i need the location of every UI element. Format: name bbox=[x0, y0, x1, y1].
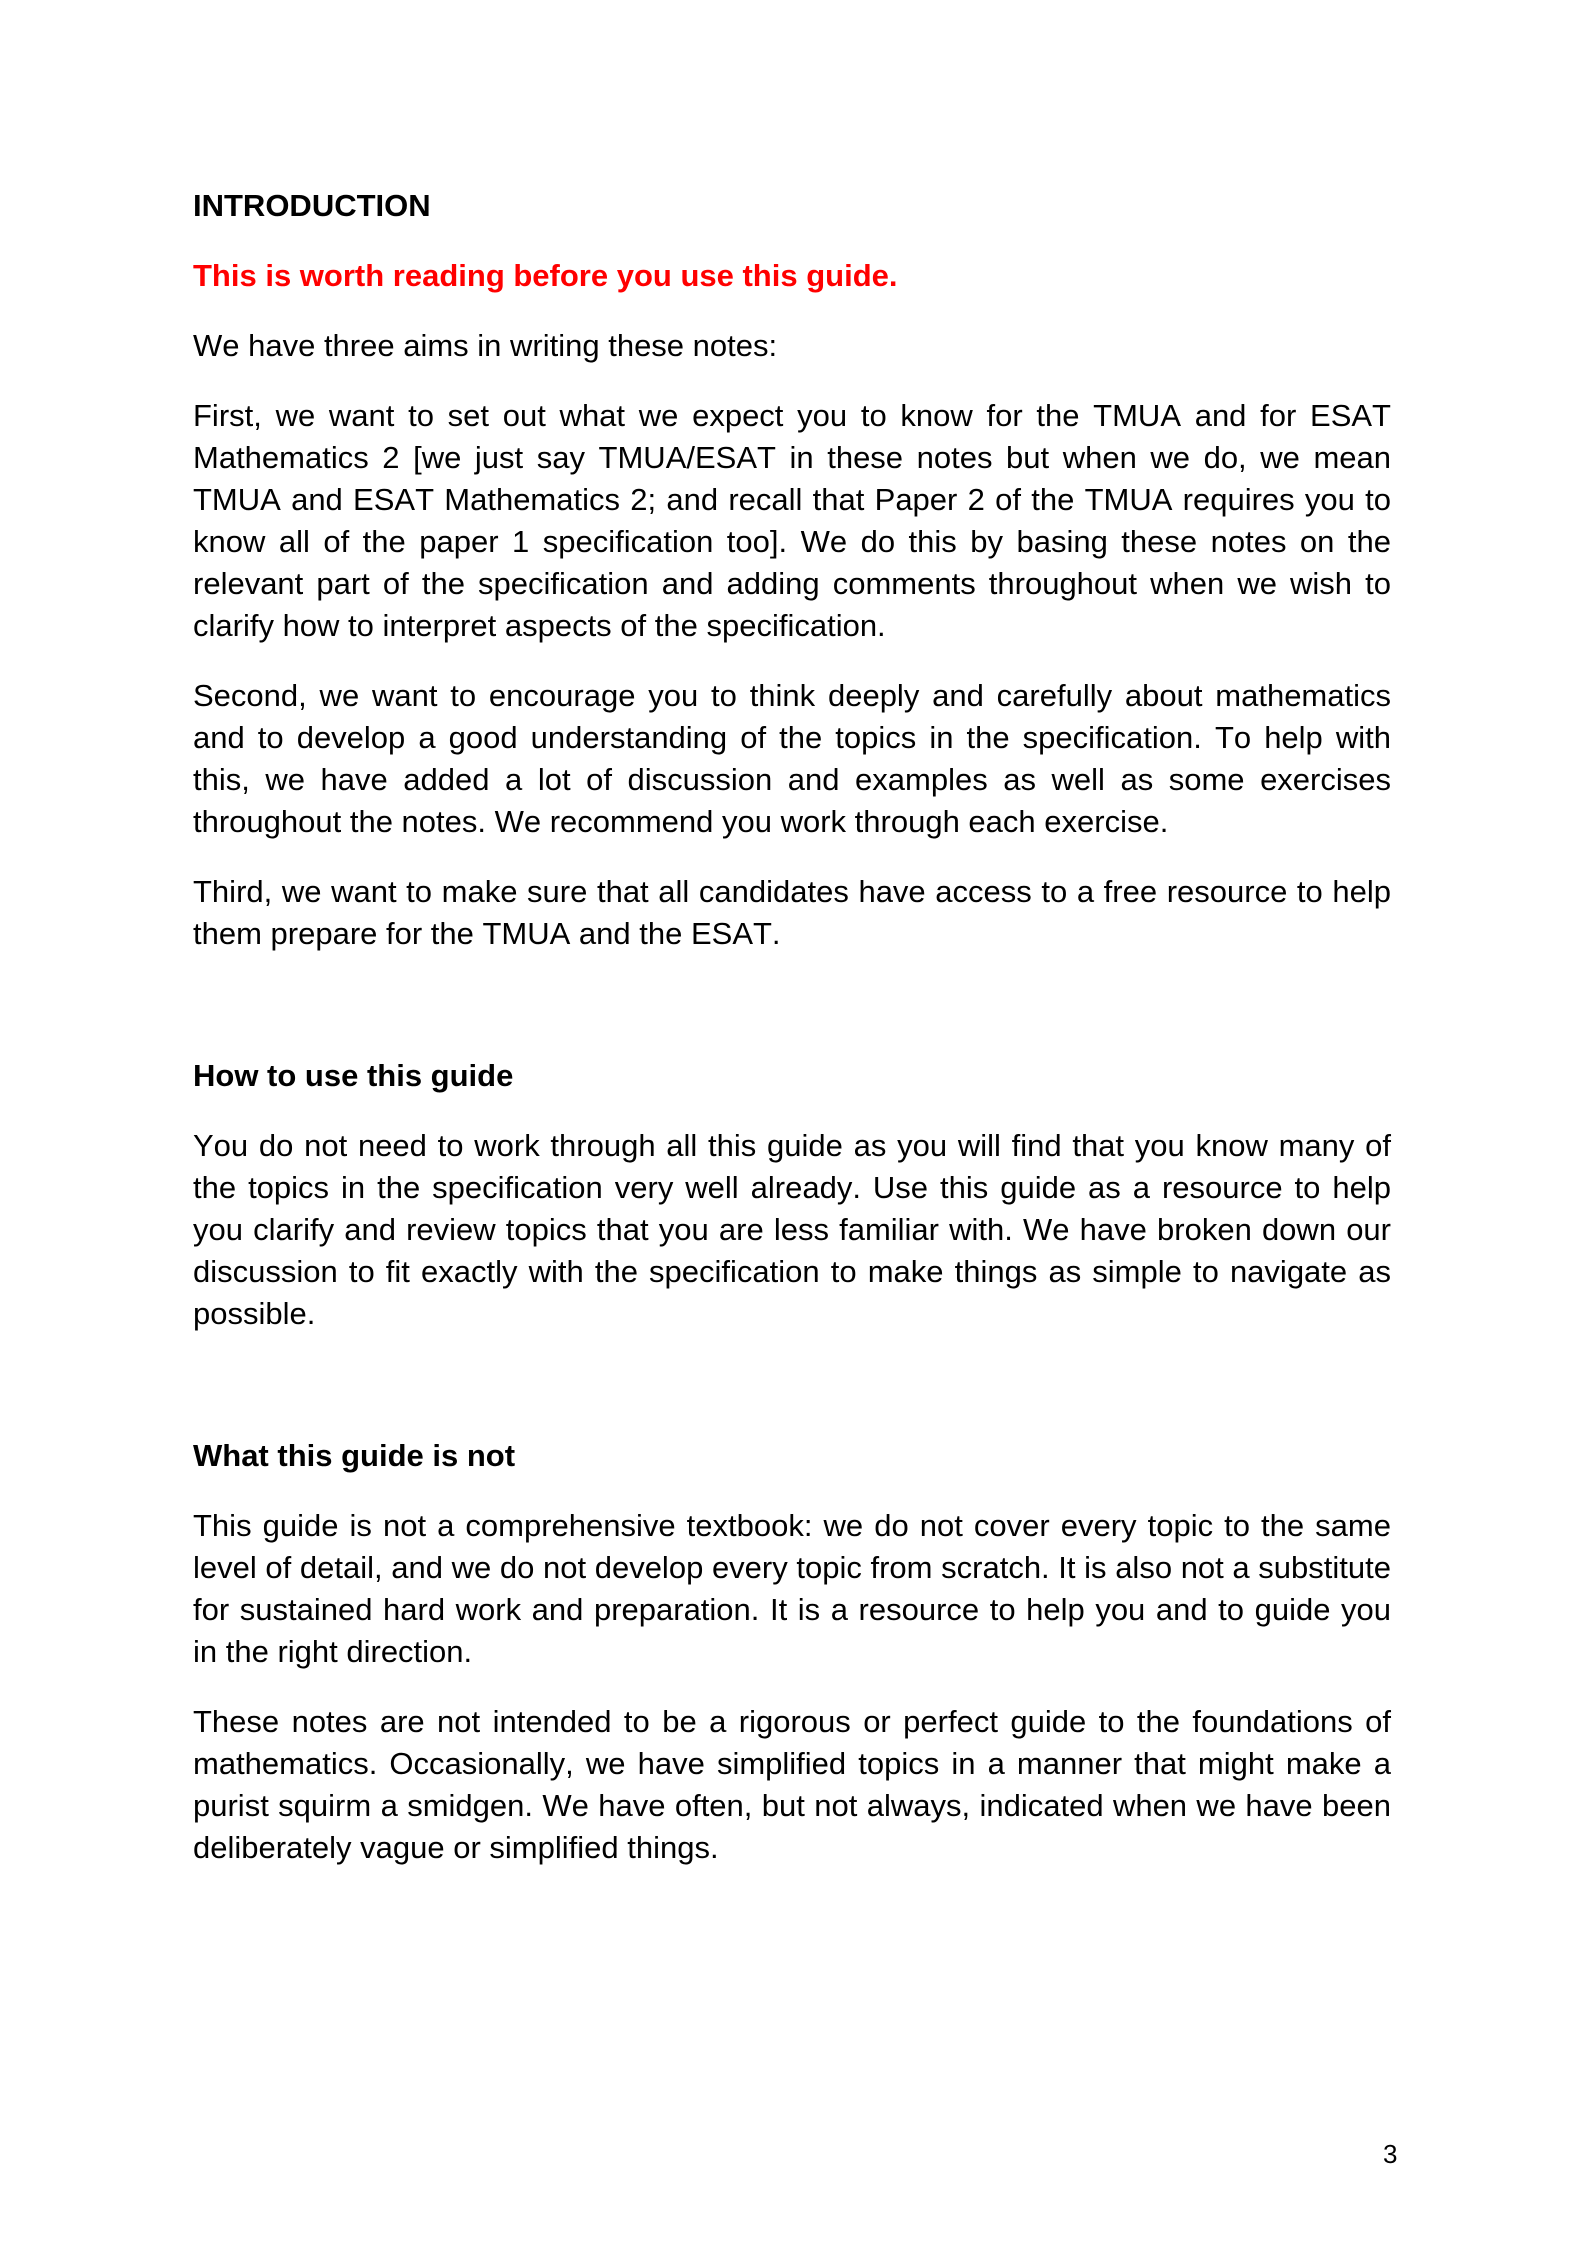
paragraph-what-guide-is-not-1: This guide is not a comprehensive textbook: we do not cover every topic to the same level of detail, and we do not develop every topic from scratch. It is also not a substitute for sustained hard work and preparation. It is a resource to help you and to guide you in the right direction. bbox=[193, 1508, 1391, 1669]
page-content bbox=[193, 185, 1391, 1869]
section-heading-what-guide-is-not: What this guide is not bbox=[193, 1438, 516, 1473]
paragraph-what-guide-is-not-2: These notes are not intended to be a rigorous or perfect guide to the foundations of mathematics. Occasionally, we have simplified topics in a manner that might make a purist squirm a smidgen. We have often, but not always, indicated when we have been deliberately vague or simplified things. bbox=[193, 1704, 1391, 1865]
paragraph-aim-third: Third, we want to make sure that all candidates have access to a free resource to help them prepare for the TMUA and the ESAT. bbox=[193, 874, 1391, 951]
paragraph-how-to-use: You do not need to work through all this guide as you will find that you know many of the topics in the specification very well already. Use this guide as a resource to help you clarify and review topics that you are less familiar with. We have broken down our discussion to fit exactly with the specification to make things as simple to navigate as possible. bbox=[193, 1128, 1391, 1331]
notice-text: This is worth reading before you use this guide. bbox=[193, 258, 898, 293]
page-title: INTRODUCTION bbox=[193, 188, 431, 223]
page-number: 3 bbox=[1383, 2139, 1398, 2169]
paragraph-aim-first: First, we want to set out what we expect you to know for the TMUA and for ESAT Mathematics 2 [we just say TMUA/ESAT in these notes but when we do, we mean TMUA and ESAT Mathematics 2; and recall that Paper 2 of the TMUA requires you to know all of the paper 1 specification too]. We do this by basing these notes on the relevant part of the specification and adding comments throughout when we wish to clarify how to interpret aspects of the specification. bbox=[193, 398, 1391, 643]
aims-intro-text: We have three aims in writing these notes: bbox=[193, 328, 778, 363]
paragraph-aim-second: Second, we want to encourage you to think deeply and carefully about mathematics and to develop a good understanding of the topics in the specification. To help with this, we have added a lot of discussion and examples as well as some exercises throughout the notes. We recommend you work through each exercise. bbox=[193, 678, 1391, 839]
section-heading-how-to-use: How to use this guide bbox=[193, 1058, 514, 1093]
